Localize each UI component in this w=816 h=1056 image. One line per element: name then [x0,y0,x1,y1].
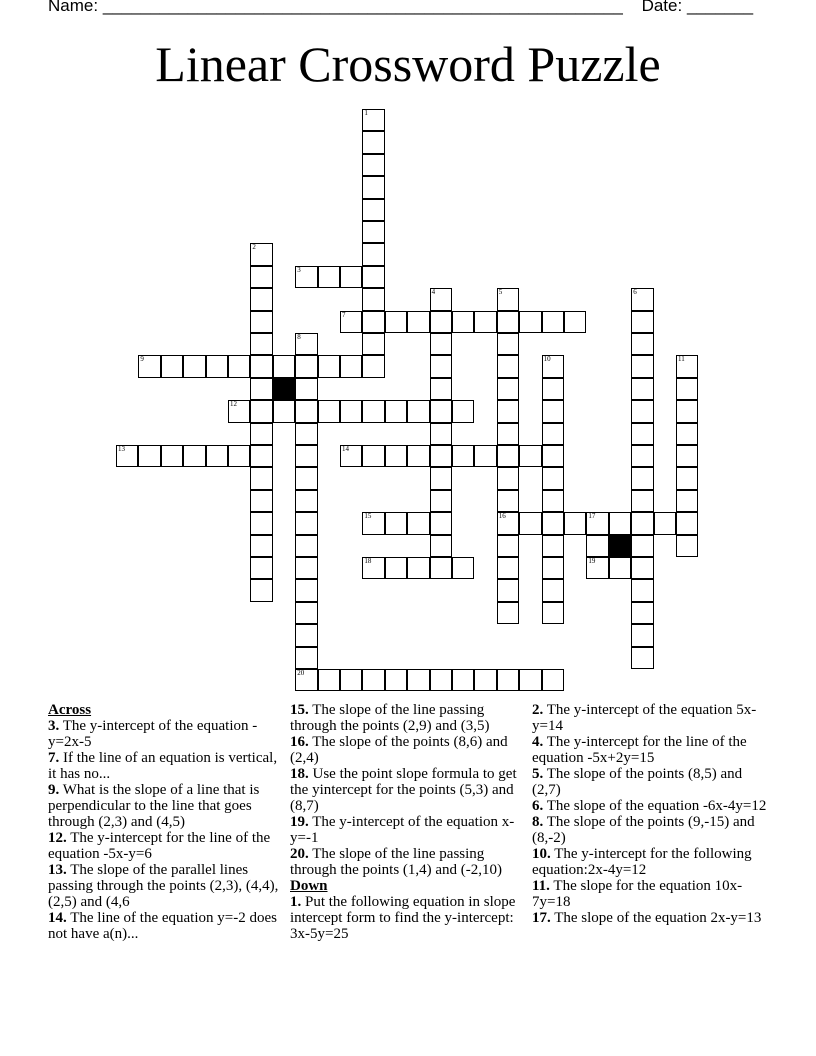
crossword-cell[interactable] [452,400,474,422]
crossword-cell[interactable] [654,512,676,534]
clue-across-3: 3. The y-intercept of the equation -y=2x-5 [48,718,258,750]
crossword-cell[interactable] [542,490,564,512]
crossword-cell[interactable] [609,557,631,579]
crossword-cell[interactable] [295,579,317,601]
clues-column-1 [48,702,284,942]
crossword-cell[interactable] [631,400,653,422]
crossword-cell[interactable] [519,311,541,333]
crossword-cell[interactable] [497,669,519,691]
crossword-cell[interactable] [497,378,519,400]
crossword-cell[interactable] [362,669,384,691]
crossword-cell[interactable] [497,423,519,445]
crossword-cell[interactable] [250,557,272,579]
crossword-cell[interactable] [497,602,519,624]
crossword-cell[interactable] [497,311,519,333]
crossword-cell[interactable] [295,535,317,557]
crossword-cell[interactable] [586,512,608,534]
crossword-cell[interactable] [430,423,452,445]
crossword-cell[interactable] [385,445,407,467]
crossword-cell[interactable] [228,355,250,377]
clue-across-20: 20. The slope of the line passing through the points (1,4) and (-2,10) [290,846,503,878]
crossword-cell[interactable] [295,669,317,691]
crossword-cell[interactable] [631,467,653,489]
crossword-cell[interactable] [430,512,452,534]
crossword-cell[interactable] [542,557,564,579]
crossword-cell[interactable] [542,535,564,557]
cell-number: 14 [342,445,349,453]
crossword-cell[interactable] [340,355,362,377]
crossword-cell[interactable] [250,400,272,422]
crossword-cell[interactable] [385,512,407,534]
clue-across-18: 18. Use the point slope formula to get the yintercept for the points (5,3) and (8,7) [290,766,517,814]
crossword-cell[interactable] [362,176,384,198]
crossword-cell[interactable] [497,400,519,422]
crossword-cell[interactable] [295,445,317,467]
cell-number: 1 [364,109,368,117]
crossword-cell[interactable] [340,311,362,333]
crossword-cell[interactable] [676,490,698,512]
crossword-cell[interactable] [362,266,384,288]
clue-across-16: 16. The slope of the points (8,6) and (2,4) [290,734,508,766]
crossword-cell[interactable] [430,333,452,355]
clue-down-5: 5. The slope of the points (8,5) and (2,7) [532,766,743,798]
crossword-cell[interactable] [631,535,653,557]
crossword-cell[interactable] [362,512,384,534]
crossword-cell[interactable] [250,333,272,355]
crossword-cell[interactable] [631,579,653,601]
crossword-cell[interactable] [318,355,340,377]
crossword-cell[interactable] [631,445,653,467]
cell-number: 15 [364,512,372,521]
crossword-cell[interactable] [116,445,138,467]
crossword-cell[interactable] [250,512,272,534]
crossword-cell[interactable] [631,624,653,646]
crossword-cell[interactable] [586,557,608,579]
crossword-cell[interactable] [295,378,317,400]
crossword-cell[interactable] [295,400,317,422]
crossword-cell[interactable] [273,400,295,422]
crossword-cell[interactable] [430,445,452,467]
crossword-cell[interactable] [250,579,272,601]
crossword-cell[interactable] [362,154,384,176]
down-heading: Down [290,878,328,894]
crossword-cell[interactable] [542,579,564,601]
cell-number: 19 [588,557,596,565]
black-square [609,535,631,557]
crossword-cell[interactable] [228,400,250,422]
crossword-cell[interactable] [318,266,340,288]
crossword-cell[interactable] [676,467,698,489]
crossword-cell[interactable] [250,445,272,467]
crossword-cell[interactable] [362,400,384,422]
date-field[interactable]: _______ [686,0,754,15]
crossword-cell[interactable] [430,400,452,422]
crossword-cell[interactable] [362,311,384,333]
crossword-cell[interactable] [631,288,653,310]
clue-down-2: 2. The y-intercept of the equation 5x-y=14 [532,702,757,734]
name-field[interactable]: _______________________________________________________ [102,0,623,15]
crossword-cell[interactable] [362,288,384,310]
crossword-cell[interactable] [362,355,384,377]
crossword-cell[interactable] [519,512,541,534]
clue-across-12: 12. The y-intercept for the line of the equation -5x-y=6 [48,830,271,862]
clue-down-8: 8. The slope of the points (9,-15) and (8,-2) [532,814,755,846]
cell-number: 6 [633,288,637,297]
crossword-cell[interactable] [430,490,452,512]
crossword-cell[interactable] [430,378,452,400]
crossword-cell[interactable] [542,378,564,400]
cell-number: 16 [498,512,506,521]
crossword-cell[interactable] [250,423,272,445]
crossword-cell[interactable] [676,445,698,467]
crossword-cell[interactable] [295,602,317,624]
crossword-cell[interactable] [340,445,362,467]
crossword-cell[interactable] [407,400,429,422]
name-label: Name: [48,0,99,15]
crossword-cell[interactable] [407,557,429,579]
crossword-cell[interactable] [206,355,228,377]
cell-number: 13 [118,445,125,453]
crossword-cell[interactable] [474,445,496,467]
crossword-cell[interactable] [497,557,519,579]
crossword-cell[interactable] [542,512,564,534]
crossword-cell[interactable] [250,243,272,265]
crossword-cell[interactable] [676,512,698,534]
cell-number: 10 [543,355,551,364]
crossword-cell[interactable] [407,311,429,333]
crossword-cell[interactable] [497,535,519,557]
crossword-cell[interactable] [542,400,564,422]
crossword-cell[interactable] [474,669,496,691]
crossword-cell[interactable] [138,355,160,377]
clue-down-1: 1. Put the following equation in slope intercept form to find the y-intercept: 3x-5y=25 [290,894,516,942]
crossword-cell[interactable] [385,557,407,579]
crossword-cell[interactable] [497,445,519,467]
crossword-cell[interactable] [519,669,541,691]
crossword-cell[interactable] [340,266,362,288]
crossword-cell[interactable] [542,669,564,691]
crossword-cell[interactable] [542,467,564,489]
cell-number: 4 [431,288,436,297]
crossword-cell[interactable] [161,445,183,467]
crossword-cell[interactable] [295,266,317,288]
crossword-cell[interactable] [542,423,564,445]
crossword-cell[interactable] [385,669,407,691]
crossword-cell[interactable] [564,512,586,534]
crossword-cell[interactable] [631,333,653,355]
crossword-cell[interactable] [631,647,653,669]
crossword-cell[interactable] [161,355,183,377]
crossword-cell[interactable] [430,288,452,310]
crossword-cell[interactable] [676,400,698,422]
crossword-cell[interactable] [250,535,272,557]
crossword-cell[interactable] [362,243,384,265]
crossword-cell[interactable] [497,288,519,310]
across-heading: Across [48,702,92,718]
crossword-cell[interactable] [340,669,362,691]
crossword-cell[interactable] [362,445,384,467]
crossword-cell[interactable] [497,579,519,601]
black-square [273,378,295,400]
crossword-cell[interactable] [542,602,564,624]
crossword-cell[interactable] [295,333,317,355]
clues-column-3 [532,702,768,926]
cell-number: 8 [297,333,301,341]
crossword-cell[interactable] [542,355,564,377]
crossword-cell[interactable] [631,557,653,579]
crossword-cell[interactable] [385,400,407,422]
crossword-cell[interactable] [362,109,384,131]
cell-number: 7 [342,310,346,319]
crossword-cell[interactable] [676,378,698,400]
crossword-cell[interactable] [273,355,295,377]
crossword-cell[interactable] [430,557,452,579]
crossword-cell[interactable] [452,311,474,333]
crossword-cell[interactable] [497,355,519,377]
clue-across-15: 15. The slope of the line passing through the points (2,9) and (3,5) [290,702,490,734]
crossword-cell[interactable] [631,378,653,400]
crossword-cell[interactable] [407,669,429,691]
crossword-cell[interactable] [497,512,519,534]
crossword-cell[interactable] [206,445,228,467]
crossword-cell[interactable] [250,467,272,489]
crossword-cell[interactable] [452,669,474,691]
crossword-cell[interactable] [295,467,317,489]
crossword-cell[interactable] [631,602,653,624]
crossword-cell[interactable] [250,490,272,512]
crossword-cell[interactable] [250,288,272,310]
clues-column-2 [290,702,528,942]
crossword-cell[interactable] [362,199,384,221]
crossword-cell[interactable] [586,535,608,557]
crossword-cell[interactable] [385,311,407,333]
crossword-cell[interactable] [362,221,384,243]
crossword-cell[interactable] [250,378,272,400]
crossword-cell[interactable] [631,490,653,512]
crossword-cell[interactable] [295,490,317,512]
clue-across-9: 9. What is the slope of a line that is perpendicular to the line that goes through (2,3) and (4,5) [48,782,260,830]
cell-number: 20 [297,669,305,677]
crossword-cell[interactable] [250,311,272,333]
crossword-cell[interactable] [519,445,541,467]
crossword-cell[interactable] [295,624,317,646]
crossword-cell[interactable] [318,400,340,422]
crossword-cell[interactable] [295,423,317,445]
crossword-cell[interactable] [497,490,519,512]
crossword-cell[interactable] [676,535,698,557]
clue-down-17: 17. The slope of the equation 2x-y=13 [532,910,762,926]
crossword-cell[interactable] [295,355,317,377]
cell-number: 5 [498,288,503,297]
clue-across-7: 7. If the line of an equation is vertical, it has no... [48,750,278,782]
cell-number: 2 [252,243,256,252]
crossword-cell[interactable] [362,131,384,153]
cell-number: 3 [297,265,301,274]
crossword-cell[interactable] [542,445,564,467]
crossword-cell[interactable] [295,512,317,534]
crossword-cell[interactable] [407,445,429,467]
cell-number: 18 [364,557,372,565]
crossword-cell[interactable] [474,311,496,333]
cell-number: 17 [588,512,596,521]
clue-across-14: 14. The line of the equation y=-2 does not have a(n)... [48,910,277,942]
crossword-cell[interactable] [340,400,362,422]
crossword-cell[interactable] [497,333,519,355]
crossword-cell[interactable] [631,512,653,534]
crossword-cell[interactable] [138,445,160,467]
clue-down-4: 4. The y-intercept for the line of the equation -5x+2y=15 [532,734,747,766]
crossword-cell[interactable] [497,467,519,489]
crossword-cell[interactable] [676,355,698,377]
crossword-cell[interactable] [430,535,452,557]
crossword-cell[interactable] [452,445,474,467]
crossword-cell[interactable] [631,355,653,377]
clue-across-19: 19. The y-intercept of the equation x-y=-1 [290,814,515,846]
crossword-cell[interactable] [250,266,272,288]
crossword-cell[interactable] [183,445,205,467]
crossword-cell[interactable] [676,423,698,445]
clue-down-11: 11. The slope for the equation 10x-7y=18 [532,878,743,910]
crossword-cell[interactable] [228,445,250,467]
crossword-cell[interactable] [430,467,452,489]
date-label: Date: [641,0,683,15]
crossword-cell[interactable] [564,311,586,333]
crossword-cell[interactable] [183,355,205,377]
crossword-cell[interactable] [452,557,474,579]
crossword-cell[interactable] [295,557,317,579]
crossword-cell[interactable] [430,355,452,377]
crossword-cell[interactable] [631,423,653,445]
cell-number: 12 [230,400,237,409]
crossword-cell[interactable] [407,512,429,534]
crossword-cell[interactable] [430,669,452,691]
puzzle-title: Linear Crossword Puzzle [155,36,661,92]
crossword-cell[interactable] [631,311,653,333]
crossword-cell[interactable] [430,311,452,333]
clue-down-10: 10. The y-intercept for the following equation:2x-4y=12 [532,846,752,878]
crossword-cell[interactable] [250,355,272,377]
crossword-cell[interactable] [542,311,564,333]
clue-down-6: 6. The slope of the equation -6x-4y=12 [532,798,767,814]
crossword-cell[interactable] [609,512,631,534]
crossword-cell[interactable] [295,647,317,669]
crossword-cell[interactable] [362,557,384,579]
crossword-cell[interactable] [318,669,340,691]
cell-number: 9 [140,355,144,364]
cell-number: 11 [678,355,685,364]
clue-across-13: 13. The slope of the parallel lines passing through the points (2,3), (4,4), (2,5) and (4,6 [48,862,279,910]
crossword-cell[interactable] [362,333,384,355]
